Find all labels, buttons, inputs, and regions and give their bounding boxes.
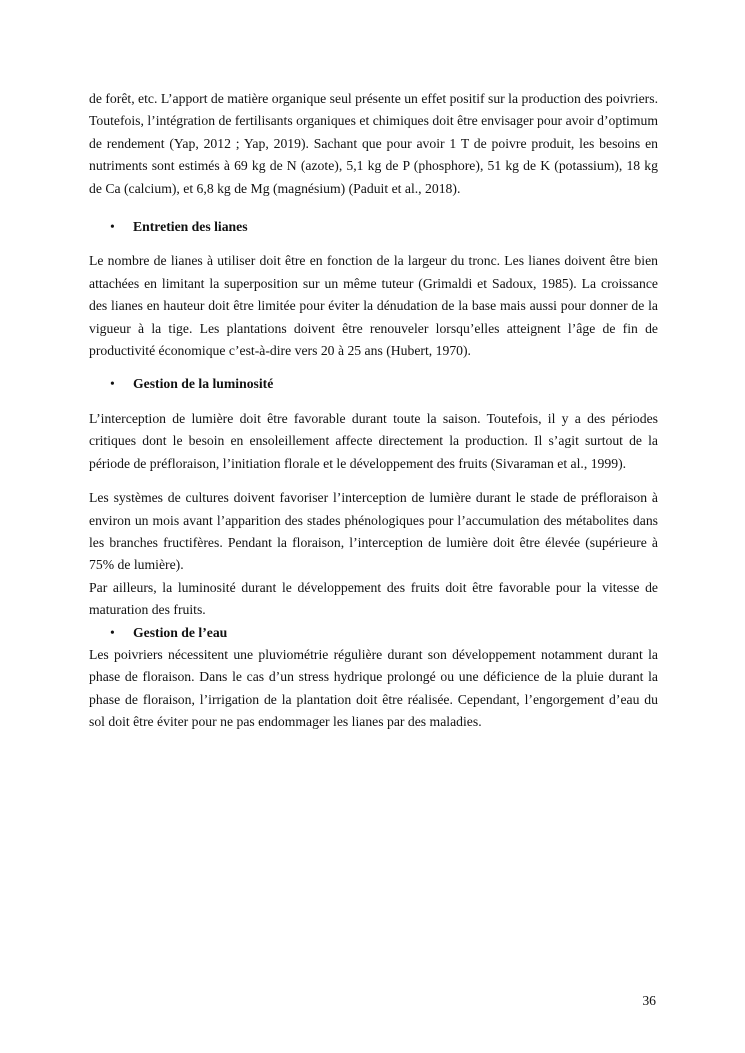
bullet-icon: •	[110, 376, 115, 392]
bullet-icon: •	[110, 219, 115, 235]
document-body	[89, 88, 658, 734]
paragraph-fertilisation: de forêt, etc. L’apport de matière organique seul présente un effet positif sur la production des poivriers. Toutefois, l’intégration de fertilisants organiques et chimiques doit être envisager pour avoir d’optimum de rendement (Yap, 2012 ; Yap, 2019). Sachant que pour avoir 1 T de poivre produit, les besoins en nutriments sont estimés à 69 kg de N (azote), 5,1 kg de P (phosphore), 51 kg de K (potassium), 18 kg de Ca (calcium), et 6,8 kg de Mg (magnésium) (Paduit et al., 2018).	[89, 91, 658, 196]
paragraph-gestion-eau: Les poivriers nécessitent une pluviométrie régulière durant son développement notamment durant la phase de floraison. Dans le cas d’un stress hydrique prolongé ou une déficience de la pluie durant la phase de floraison, l’irrigation de la plantation doit être réalisée. Cependant, l’engorgement d’eau du sol doit être éviter pour ne pas endommager les lianes par des maladies.	[89, 646, 658, 730]
paragraph-systemes-cultures: Les systèmes de cultures doivent favoriser l’interception de lumière durant le stade de préfloraison à environ un mois avant l’apparition des stades phénologiques pour l’accumulation des métabolites dans les branches fructifères. Pendant la floraison, l’interception de lumière doit être élevée (supérieure à 75% de lumière).	[89, 490, 658, 573]
heading-text: Entretien des lianes	[133, 219, 248, 235]
heading-text: Gestion de l’eau	[133, 624, 228, 640]
paragraph-maturation-fruits: Par ailleurs, la luminosité durant le développement des fruits doit être favorable pour la vitesse de maturation des fruits.	[89, 579, 658, 618]
heading-entretien-lianes	[89, 216, 658, 238]
page-number: 36	[642, 993, 656, 1008]
paragraph-entretien-lianes: Le nombre de lianes à utiliser doit être en fonction de la largeur du tronc. Les lianes doivent être bien attachées en limitant la superposition sur un même tuteur (Grimaldi et Sadoux, 1985). La croissance des lianes en hauteur doit être limitée pour éviter la dénudation de la base mais aussi pour donner de la vigueur à la tige. Les plantations doivent être renouveler lorsqu’elles atteignent l’âge de fin de productivité économique c’est-à-dire vers 20 à 25 ans (Hubert, 1970).	[89, 253, 658, 359]
heading-text: Gestion de la luminosité	[133, 376, 274, 392]
heading-gestion-luminosite	[89, 373, 658, 395]
bullet-icon: •	[110, 624, 115, 640]
heading-gestion-eau	[89, 622, 658, 644]
paragraph-interception-lumiere: L’interception de lumière doit être favorable durant toute la saison. Toutefois, il y a des périodes critiques dont le besoin en ensoleillement affecte directement la production. Il s’agit surtout de la période de préfloraison, l’initiation florale et le développement des fruits (Sivaraman et al., 1999).	[89, 410, 658, 471]
